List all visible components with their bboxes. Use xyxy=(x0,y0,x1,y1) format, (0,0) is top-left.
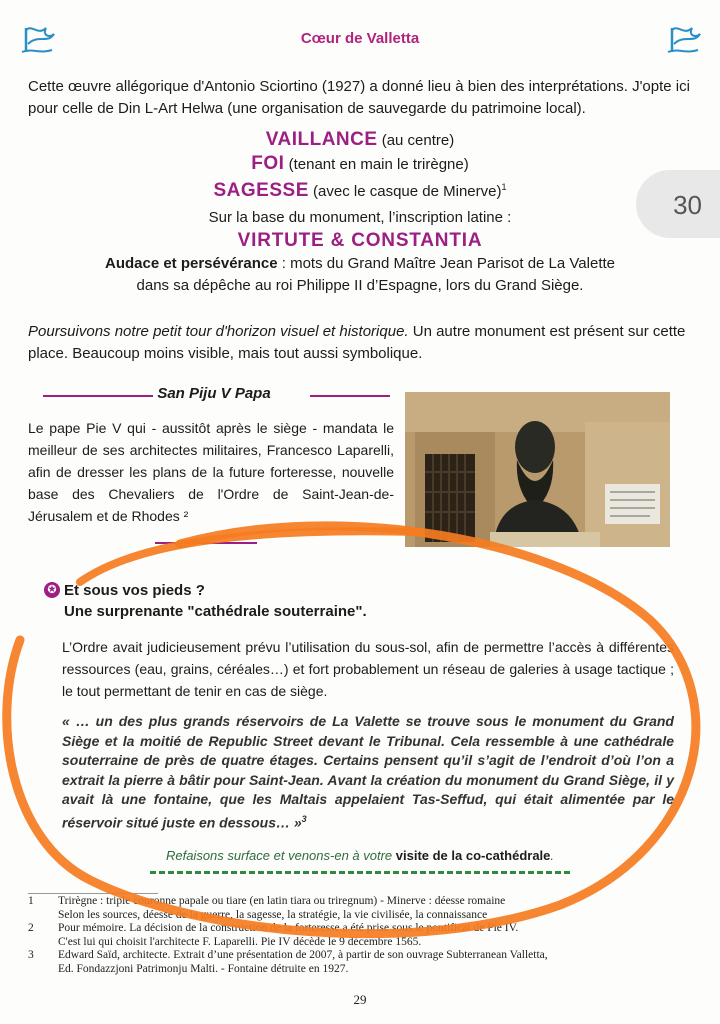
footnote-line: Edward Saïd, architecte. Extrait d’une présentation de 2007, à partir de son ouvrage Subterranean Valletta, xyxy=(58,949,548,961)
footnote-ref[interactable]: 1 xyxy=(501,182,507,192)
resurface-line xyxy=(0,848,720,863)
motto-translation-line2: dans sa dépêche au roi Philippe II d’Espagne, lors du Grand Siège. xyxy=(136,277,584,294)
page-header-title: Cœur de Valletta xyxy=(300,30,420,47)
dashed-divider xyxy=(150,871,570,874)
continue-rest: Un autre monument est présent sur cette place. Beaucoup moins visible, mais tout aussi symbolique. xyxy=(28,323,686,362)
virtues-block xyxy=(0,128,720,297)
footnote-divider xyxy=(28,893,158,894)
continue-paragraph xyxy=(28,321,692,365)
virtue-word: SAGESSE xyxy=(213,180,309,201)
continue-italic: Poursuivons notre petit tour d'horizon visuel et historique. xyxy=(28,323,409,340)
footnote-ref[interactable]: 3 xyxy=(301,813,307,824)
pope-section-heading xyxy=(28,385,400,407)
virtue-word: FOI xyxy=(251,153,285,174)
resurface-end: . xyxy=(550,848,555,863)
pope-paragraph: Le pape Pie V qui - aussitôt après le siège - mandata le meilleur de ses architectes militaires, Francesco Laparelli, afin de dresser les plans de la future forteresse, nouvelle base des Chevaliers de l'Ordre de Saint-Jean-de-Jérusalem et de Rhodes ² xyxy=(28,420,394,524)
motto-strong: Audace et persévérance xyxy=(104,255,278,272)
virtue-desc: (tenant en main le trirègne) xyxy=(284,156,469,173)
footnote-line: Selon les sources, déesse de la guerre, la sagesse, la stratégie, la vie civilisée, la connaissance xyxy=(58,908,488,921)
star-icon: ✪ xyxy=(44,582,60,598)
virtue-line xyxy=(0,128,720,152)
virtue-line xyxy=(0,152,720,176)
page-number: 29 xyxy=(353,992,367,1007)
divider xyxy=(310,395,390,397)
footnote-line: C'est lui qui choisit l'architecte F. Laparelli. Pie IV décède le 9 décembre 1565. xyxy=(58,935,422,948)
resurface-text: Refaisons surface et venons-en à votre xyxy=(165,848,396,863)
footnote-number: 3 xyxy=(28,949,34,961)
footnote-number: 1 xyxy=(28,895,34,907)
feet-title-line2: Une surprenante "cathédrale souterraine". xyxy=(64,603,367,620)
footnote-number: 2 xyxy=(28,922,34,934)
feet-section-title xyxy=(64,580,684,622)
cathedral-link[interactable]: visite de la co-cathédrale xyxy=(395,848,551,863)
motto-rest: : mots du Grand Maître Jean Parisot de La Valette xyxy=(277,255,615,272)
footnotes xyxy=(28,895,692,976)
motto-translation xyxy=(0,253,720,275)
virtue-desc: (avec le casque de Minerve) xyxy=(308,183,502,200)
basis-text: Sur la base du monument, l’inscription latine : xyxy=(208,209,512,226)
virtue-line xyxy=(0,176,720,203)
divider xyxy=(155,542,257,544)
virtue-word: VAILLANCE xyxy=(265,129,378,150)
page-tab-number: 30 xyxy=(673,190,702,220)
footnote-line: Ed. Fondazzjoni Patrimonju Malti. - Fontaine détruite en 1927. xyxy=(58,962,349,975)
pope-bust-photo xyxy=(405,392,670,547)
quote-text: « … un des plus grands réservoirs de La Valette se trouve sous le monument du Grand Siège et la moitié de Republic Street devant le Tribunal. Cela ressemble à une cathédrale souterraine de près de quatre étages. Certains pensent qu’il s’agit de l’endroit d’où l’on a extrait la pierre à bâtir pour Saint-Jean. Avant la création du monument du Grand Siège, il y avait là une fontaine, que les Maltais appelaient Tas-Seffud, qui était alimentée par le réservoir situé juste en dessous… » xyxy=(62,713,674,831)
intro-paragraph: Cette œuvre allégorique d'Antonio Sciortino (1927) a donné lieu à bien des interprétations. J'opte ici pour celle de Din L-Art Helwa (une organisation de sauvegarde du patrimoine local). xyxy=(28,78,690,117)
footnote xyxy=(28,949,692,976)
footnote xyxy=(28,922,692,949)
pope-section-title: San Piju V Papa xyxy=(157,385,271,402)
feet-title-line1: Et sous vos pieds ? xyxy=(64,582,205,599)
latin-motto: VIRTUTE & CONSTANTIA xyxy=(237,230,483,251)
virtue-desc: (au centre) xyxy=(377,132,455,149)
quote-paragraph xyxy=(62,712,674,833)
footnote-line: Pour mémoire. La décision de la construction de la forteresse a été prise sous le pontificat de Pie IV. xyxy=(58,922,519,934)
footnote xyxy=(28,895,692,922)
footnote-line: Trirègne : triple couronne papale ou tiare (en latin tiara ou triregnum) - Minerve : déesse romaine xyxy=(58,895,506,907)
order-paragraph: L’Ordre avait judicieusement prévu l’utilisation du sous-sol, afin de permettre l’accès à différentes ressources (eau, grains, céréales…) et fort probablement un réseau de galeries à usage tactique ; le tout permettant de tenir en cas de siège. xyxy=(62,639,674,699)
